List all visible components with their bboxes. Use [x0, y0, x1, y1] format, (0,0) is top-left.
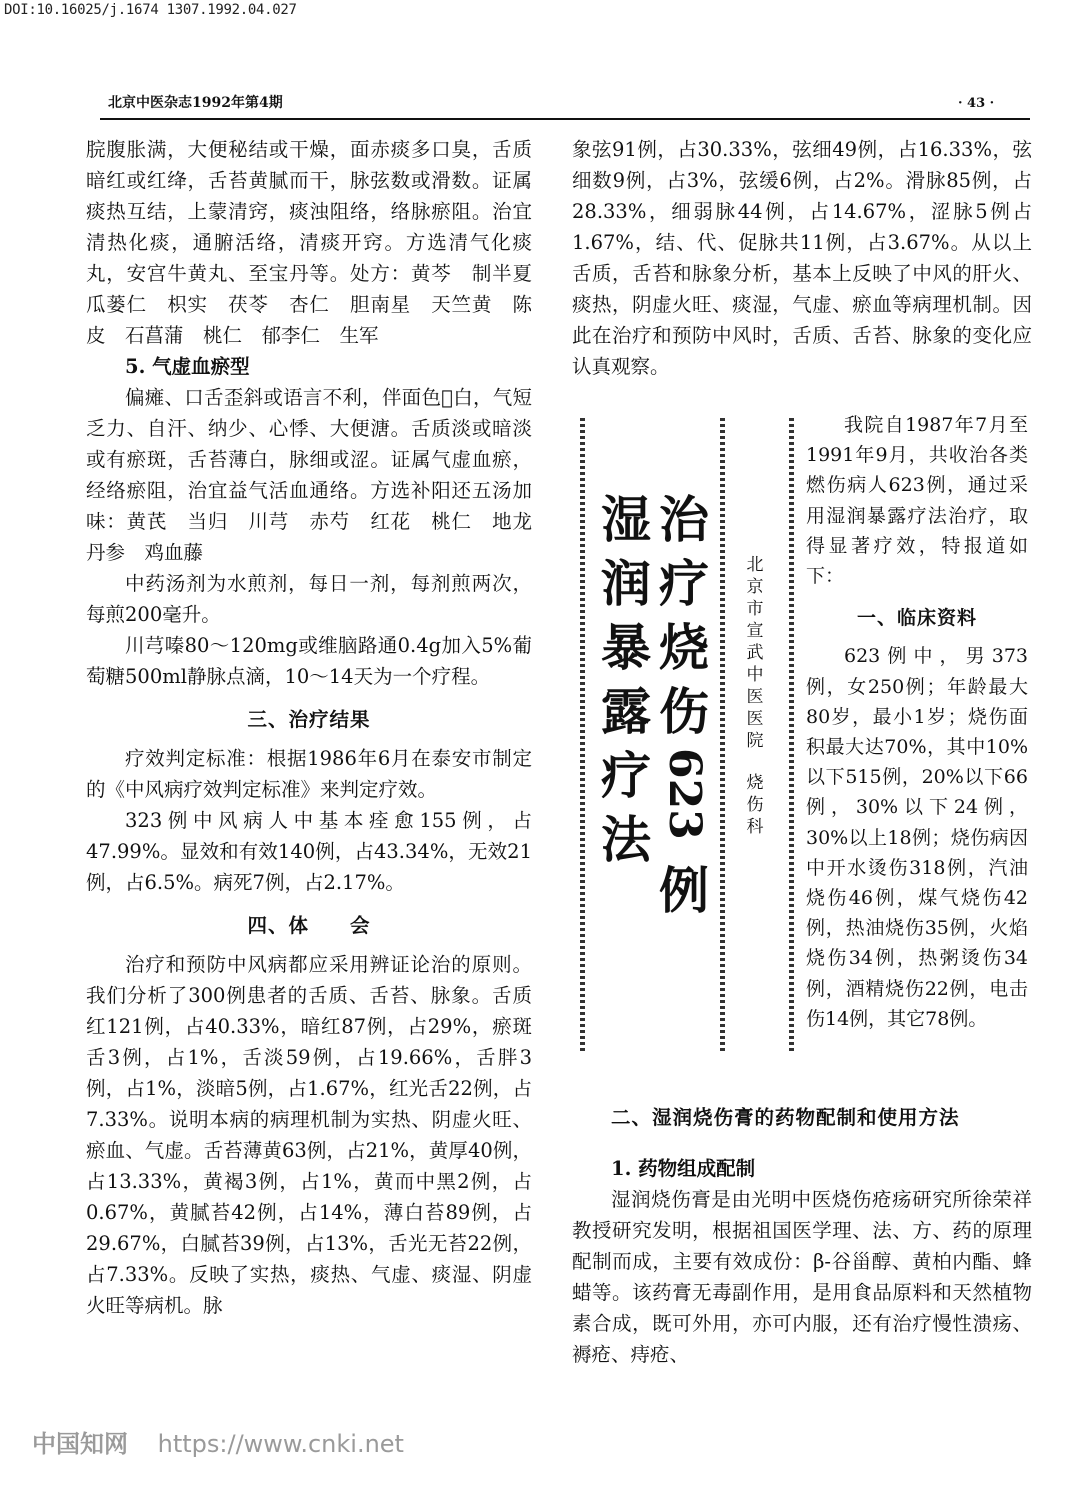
doi-line: DOI:10.16025/j.1674 1307.1992.04.027	[4, 2, 297, 18]
subheading-composition: 1. 药物组成配制	[611, 1157, 756, 1180]
left-paragraph-1: 脘腹胀满，大便秘结或干燥，面赤痰多口臭，舌质暗红或红绛，舌苔黄腻而干，脉弦数或滑数。证属痰热互结，上蒙清窍，痰浊阻络，络脉瘀阻。治宜清热化痰，通腑活络，清痰开窍。方选清气化痰丸，安宫牛黄丸、至宝丹等。处方：黄芩 制半夏 瓜蒌仁 枳实 茯苓 杏仁 胆南星 天竺黄 陈皮 石菖蒲 桃仁 郁李仁 生军	[86, 138, 552, 347]
article-title-line-2: 湿 润 暴 露 疗 法	[601, 490, 651, 869]
cnki-url: https://www.cnki.net	[157, 1430, 404, 1458]
header-rule	[100, 118, 1030, 120]
left-paragraph-7: 治疗和预防中风病都应采用辨证论治的原则。我们分析了300例患者的舌质、舌苔、脉象。舌质红121例，占40.33%，暗红87例，占29%，瘀斑舌3例，占1%，舌淡59例，占19.66%，舌胖3例，占1%，淡暗5例，占1.67%，红光舌22例，占7.33%。说明本病的病理机制为实热、阴虚火旺、瘀血、气虚。舌苔薄黄63例，占21%，黄厚40例，占13.33%，黄褐3例，占1%，黄而中黑2例，占0.67%，黄腻苔42例，占14%，薄白苔89例，占29.67%，白腻苔39例，占13%，舌光无苔22例，占7.33%。反映了实热，痰热、气虚、痰湿、阴虚火旺等病机。脉	[86, 953, 532, 1317]
title-border-middle	[720, 418, 725, 1054]
section-heading-results: 三、治疗结果	[247, 708, 371, 731]
left-paragraph-4: 川芎嗪80～120mg或维脑路通0.4g加入5%葡萄糖500ml静脉点滴，10～14天为一个疗程。	[86, 634, 532, 688]
left-paragraph-5: 疗效判定标准：根据1986年6月在泰安市制定的《中风病疗效判定标准》来判定疗效。	[86, 747, 532, 801]
left-paragraph-3: 中药汤剂为水煎剂，每日一剂，每剂煎两次，每煎200毫升。	[86, 572, 532, 626]
running-header-journal: 北京中医杂志1992年第4期	[108, 95, 283, 111]
section-heading-clinical: 一、临床资料	[856, 607, 977, 630]
article-title-line-1: 治 疗 烧 伤 623 例	[656, 488, 712, 923]
cnki-watermark	[32, 1424, 404, 1459]
right-column-top	[572, 134, 1032, 382]
subheading-type-5: 5. 气虚血瘀型	[125, 355, 250, 378]
article-intro-column	[806, 410, 1028, 1034]
cnki-logo: 中国知网	[32, 1430, 128, 1458]
right-column-bottom	[572, 1090, 1032, 1370]
title-number: 623	[659, 748, 710, 840]
section-heading-preparation: 二、湿润烧伤膏的药物配制和使用方法	[611, 1106, 960, 1129]
intro-paragraph: 我院自1987年7月至1991年9月，共收治各类燃伤病人623例，通过采用湿润暴露疗法治疗，取得显著疗效，特报道如下：	[806, 414, 1028, 588]
page-number: · 43 ·	[958, 96, 995, 111]
clinical-paragraph: 623例中，男373例，女250例；年龄最大80岁，最小1岁；烧伤面积最大达70%，其中10%以下515例，20%以下66例，30%以下24例，30%以上18例；烧伤病因中开水烫伤318例，汽油烧伤46例，煤气烧伤42例，热油烧伤35例，火焰烧伤34例，热粥烫伤34例，酒精烧伤22例，电击伤14例，其它78例。	[806, 645, 1028, 1030]
author-affiliation: 北 京 市 宣 武 中 医 医 院 烧 伤 科	[746, 555, 764, 837]
title-border-left	[580, 418, 585, 1054]
right-paragraph-1: 象弦91例，占30.33%，弦细49例，占16.33%，弦细数9例，占3%，弦缓6例，占2%。滑脉85例，占28.33%，细弱脉44例，占14.67%，涩脉5例占1.67%，结、代、促脉共11例，占3.67%。从以上舌质，舌苔和脉象分析，基本上反映了中风的肝火、痰热，阴虚火旺、痰湿，气虚、瘀血等病理机制。因此在治疗和预防中风时，舌质、舌苔、脉象的变化应认真观察。	[572, 138, 1032, 378]
section-heading-discussion: 四、体 会	[247, 914, 371, 937]
left-paragraph-2: 偏瘫、口舌歪斜或语言不利，伴面色𪼛白，气短乏力、自汗、纳少、心悸、大便溏。舌质淡或暗淡或有瘀斑，舌苔薄白，脉细或涩。证属气虚血瘀，经络瘀阻，治宜益气活血通络。方选补阳还五汤加味：黄芪 当归 川芎 赤芍 红花 桃仁 地龙 丹参 鸡血藤	[86, 386, 552, 564]
right-paragraph-last: 湿润烧伤膏是由光明中医烧伤疮疡研究所徐荣祥教授研究发明，根据祖国医学理、法、方、药的原理配制而成，主要有效成份：β-谷甾醇、黄柏内酯、蜂蜡等。该药膏无毒副作用，是用食品原料和天然植物素合成，既可外用，亦可内服，还有治疗慢性溃疡、褥疮、痔疮、	[572, 1188, 1032, 1366]
article-title-block	[580, 418, 794, 1054]
left-column	[86, 134, 552, 1321]
left-paragraph-6: 323例中风病人中基本痊愈155例，占47.99%。显效和有效140例，占43.34%，无效21例，占6.5%。病死7例，占2.17%。	[86, 809, 532, 894]
title-border-right	[789, 418, 794, 1054]
